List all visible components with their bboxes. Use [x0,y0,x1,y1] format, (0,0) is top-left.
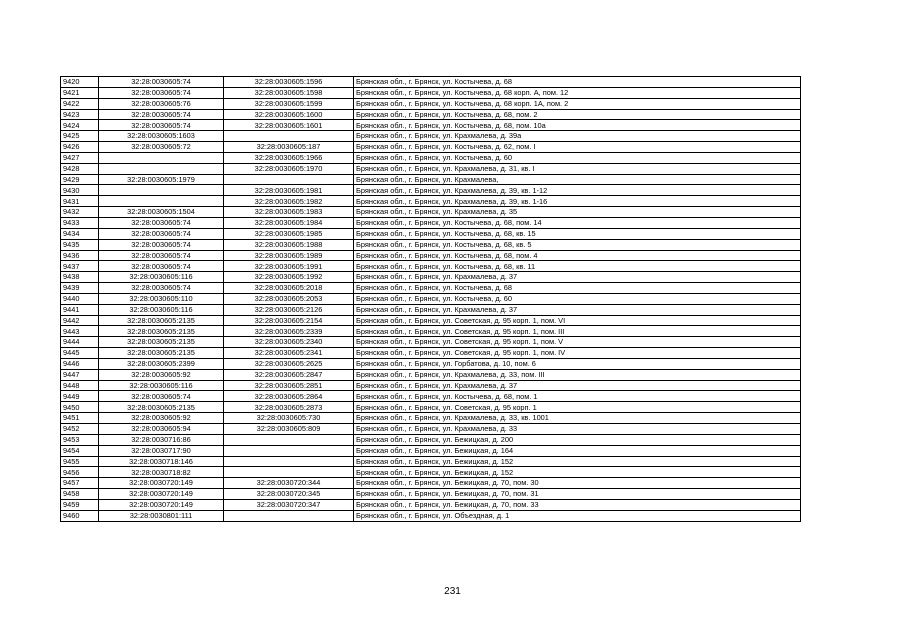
parent-cadastral-number-cell: 32:28:0030720:149 [99,478,224,489]
parent-cadastral-number-cell [99,185,224,196]
row-number-cell: 9450 [61,402,99,413]
parent-cadastral-number-cell: 32:28:0030718:146 [99,456,224,467]
address-cell: Брянская обл., г. Брянск, ул. Бежицкая, д. 70, пом. 31 [354,489,801,500]
address-cell: Брянская обл., г. Брянск, ул. Костычева, д. 68, кв. 11 [354,261,801,272]
table-row [61,120,801,131]
parent-cadastral-number-cell [99,152,224,163]
cadastral-number-cell: 32:28:0030605:1983 [224,207,354,218]
cadastral-number-cell: 32:28:0030605:809 [224,424,354,435]
address-cell: Брянская обл., г. Брянск, ул. Крахмалева, д. 39, кв. 1-12 [354,185,801,196]
address-cell: Брянская обл., г. Брянск, ул. Советская, д. 95 корп. 1, пом. V [354,337,801,348]
address-cell: Брянская обл., г. Брянск, ул. Крахмалева, [354,174,801,185]
cadastral-number-cell: 32:28:0030605:1992 [224,272,354,283]
table-row [61,185,801,196]
row-number-cell: 9451 [61,413,99,424]
row-number-cell: 9426 [61,142,99,153]
address-cell: Брянская обл., г. Брянск, ул. Костычева, д. 68, пом. 4 [354,250,801,261]
row-number-cell: 9432 [61,207,99,218]
address-cell: Брянская обл., г. Брянск, ул. Костычева, д. 68 [354,283,801,294]
table-row [61,391,801,402]
table-row [61,424,801,435]
address-cell: Брянская обл., г. Брянск, ул. Крахмалева, д. 33 [354,424,801,435]
parent-cadastral-number-cell: 32:28:0030605:74 [99,283,224,294]
cadastral-number-cell: 32:28:0030605:1982 [224,196,354,207]
cadastral-number-cell: 32:28:0030605:1598 [224,87,354,98]
row-number-cell: 9443 [61,326,99,337]
cadastral-number-cell: 32:28:0030605:2126 [224,304,354,315]
row-number-cell: 9446 [61,358,99,369]
parent-cadastral-number-cell: 32:28:0030605:2135 [99,337,224,348]
table-row [61,402,801,413]
address-cell: Брянская обл., г. Брянск, ул. Советская, д. 95 корп. 1, пом. VI [354,315,801,326]
row-number-cell: 9448 [61,380,99,391]
address-cell: Брянская обл., г. Брянск, ул. Объездная, д. 1 [354,510,801,521]
row-number-cell: 9431 [61,196,99,207]
row-number-cell: 9447 [61,369,99,380]
parent-cadastral-number-cell: 32:28:0030605:74 [99,250,224,261]
parent-cadastral-number-cell: 32:28:0030605:74 [99,391,224,402]
row-number-cell: 9420 [61,77,99,88]
table-row [61,456,801,467]
address-cell: Брянская обл., г. Брянск, ул. Крахмалева, д. 37 [354,272,801,283]
cadastral-number-cell: 32:28:0030605:1970 [224,163,354,174]
parent-cadastral-number-cell: 32:28:0030605:110 [99,293,224,304]
parent-cadastral-number-cell: 32:28:0030605:2399 [99,358,224,369]
page-number: 231 [444,586,461,597]
table-row [61,228,801,239]
parent-cadastral-number-cell: 32:28:0030605:116 [99,272,224,283]
table-row [61,445,801,456]
cadastral-number-cell [224,434,354,445]
cadastral-number-cell: 32:28:0030605:1985 [224,228,354,239]
table-row [61,131,801,142]
parent-cadastral-number-cell: 32:28:0030605:1979 [99,174,224,185]
table-row [61,293,801,304]
parent-cadastral-number-cell: 32:28:0030605:116 [99,380,224,391]
cadastral-number-cell: 32:28:0030605:1989 [224,250,354,261]
cadastral-number-cell [224,456,354,467]
parent-cadastral-number-cell: 32:28:0030605:2135 [99,402,224,413]
table-row [61,369,801,380]
parent-cadastral-number-cell: 32:28:0030605:92 [99,413,224,424]
table-row [61,207,801,218]
table-row [61,304,801,315]
parent-cadastral-number-cell: 32:28:0030605:74 [99,87,224,98]
parent-cadastral-number-cell [99,196,224,207]
table-row [61,489,801,500]
address-cell: Брянская обл., г. Брянск, ул. Костычева, д. 68, кв. 15 [354,228,801,239]
row-number-cell: 9452 [61,424,99,435]
table-row [61,217,801,228]
row-number-cell: 9439 [61,283,99,294]
row-number-cell: 9445 [61,348,99,359]
row-number-cell: 9444 [61,337,99,348]
address-cell: Брянская обл., г. Брянск, ул. Костычева, д. 62, пом. I [354,142,801,153]
parent-cadastral-number-cell: 32:28:0030605:74 [99,120,224,131]
parent-cadastral-number-cell: 32:28:0030605:74 [99,109,224,120]
address-cell: Брянская обл., г. Брянск, ул. Костычева, д. 68, пом. 14 [354,217,801,228]
address-cell: Брянская обл., г. Брянск, ул. Крахмалева, д. 33, пом. III [354,369,801,380]
address-cell: Брянская обл., г. Брянск, ул. Бежицкая, д. 70, пом. 33 [354,499,801,510]
cadastral-number-cell: 32:28:0030605:2851 [224,380,354,391]
table-row [61,510,801,521]
cadastral-number-cell: 32:28:0030605:1966 [224,152,354,163]
parent-cadastral-number-cell: 32:28:0030605:1504 [99,207,224,218]
row-number-cell: 9453 [61,434,99,445]
row-number-cell: 9429 [61,174,99,185]
cadastral-number-cell: 32:28:0030605:2340 [224,337,354,348]
parent-cadastral-number-cell: 32:28:0030605:94 [99,424,224,435]
table-row [61,499,801,510]
parent-cadastral-number-cell: 32:28:0030605:74 [99,217,224,228]
parent-cadastral-number-cell: 32:28:0030605:92 [99,369,224,380]
table-row [61,77,801,88]
parent-cadastral-number-cell: 32:28:0030716:86 [99,434,224,445]
address-cell: Брянская обл., г. Брянск, ул. Костычева, д. 68 корп. А, пом. 12 [354,87,801,98]
row-number-cell: 9428 [61,163,99,174]
row-number-cell: 9425 [61,131,99,142]
parent-cadastral-number-cell: 32:28:0030605:74 [99,239,224,250]
row-number-cell: 9422 [61,98,99,109]
table-row [61,315,801,326]
parent-cadastral-number-cell: 32:28:0030801:111 [99,510,224,521]
parent-cadastral-number-cell: 32:28:0030720:149 [99,499,224,510]
table-row [61,196,801,207]
address-cell: Брянская обл., г. Брянск, ул. Советская, д. 95 корп. 1, пом. III [354,326,801,337]
address-cell: Брянская обл., г. Брянск, ул. Бежицкая, д. 152 [354,467,801,478]
table-row [61,326,801,337]
address-cell: Брянская обл., г. Брянск, ул. Костычева, д. 60 [354,152,801,163]
table-row [61,261,801,272]
row-number-cell: 9427 [61,152,99,163]
table-row [61,478,801,489]
cadastral-number-cell: 32:28:0030605:2154 [224,315,354,326]
address-cell: Брянская обл., г. Брянск, ул. Крахмалева, д. 31, кв. I [354,163,801,174]
cadastral-number-cell: 32:28:0030605:187 [224,142,354,153]
parent-cadastral-number-cell: 32:28:0030605:2135 [99,315,224,326]
row-number-cell: 9458 [61,489,99,500]
address-cell: Брянская обл., г. Брянск, ул. Костычева, д. 68, пом. 2 [354,109,801,120]
cadastral-number-cell: 32:28:0030605:1991 [224,261,354,272]
parent-cadastral-number-cell [99,163,224,174]
table-row [61,87,801,98]
table-row [61,109,801,120]
cadastral-number-cell: 32:28:0030605:730 [224,413,354,424]
address-cell: Брянская обл., г. Брянск, ул. Костычева, д. 68 [354,77,801,88]
address-cell: Брянская обл., г. Брянск, ул. Советская, д. 95 корп. 1 [354,402,801,413]
parent-cadastral-number-cell: 32:28:0030605:116 [99,304,224,315]
row-number-cell: 9423 [61,109,99,120]
address-cell: Брянская обл., г. Брянск, ул. Крахмалева, д. 37 [354,304,801,315]
address-cell: Брянская обл., г. Брянск, ул. Крахмалева, д. 39, кв. 1-16 [354,196,801,207]
parent-cadastral-number-cell: 32:28:0030605:74 [99,261,224,272]
cadastral-number-cell: 32:28:0030720:345 [224,489,354,500]
address-cell: Брянская обл., г. Брянск, ул. Бежицкая, д. 70, пом. 30 [354,478,801,489]
cadastral-number-cell: 32:28:0030605:1984 [224,217,354,228]
address-cell: Брянская обл., г. Брянск, ул. Костычева, д. 68, кв. 5 [354,239,801,250]
table-row [61,163,801,174]
address-cell: Брянская обл., г. Брянск, ул. Костычева, д. 68, пом. 1 [354,391,801,402]
row-number-cell: 9442 [61,315,99,326]
cadastral-number-cell: 32:28:0030720:344 [224,478,354,489]
cadastral-number-cell: 32:28:0030605:1600 [224,109,354,120]
table-row [61,250,801,261]
address-cell: Брянская обл., г. Брянск, ул. Советская, д. 95 корп. 1, пом. IV [354,348,801,359]
row-number-cell: 9430 [61,185,99,196]
table-row [61,239,801,250]
row-number-cell: 9433 [61,217,99,228]
row-number-cell: 9459 [61,499,99,510]
address-cell: Брянская обл., г. Брянск, ул. Костычева, д. 60 [354,293,801,304]
cadastral-number-cell [224,510,354,521]
address-cell: Брянская обл., г. Брянск, ул. Костычева, д. 68, пом. 10а [354,120,801,131]
cadastral-number-cell: 32:28:0030605:1988 [224,239,354,250]
table-row [61,413,801,424]
cadastral-number-cell [224,131,354,142]
cadastral-number-cell: 32:28:0030605:1601 [224,120,354,131]
parent-cadastral-number-cell: 32:28:0030605:72 [99,142,224,153]
row-number-cell: 9440 [61,293,99,304]
row-number-cell: 9454 [61,445,99,456]
parent-cadastral-number-cell: 32:28:0030605:74 [99,228,224,239]
address-cell: Брянская обл., г. Брянск, ул. Крахмалева, д. 33, кв. 1001 [354,413,801,424]
address-cell: Брянская обл., г. Брянск, ул. Крахмалева, д. 35 [354,207,801,218]
property-registry-table [60,76,801,522]
row-number-cell: 9424 [61,120,99,131]
parent-cadastral-number-cell: 32:28:0030605:2135 [99,326,224,337]
row-number-cell: 9436 [61,250,99,261]
parent-cadastral-number-cell: 32:28:0030605:2135 [99,348,224,359]
cadastral-number-cell: 32:28:0030605:2847 [224,369,354,380]
table-row [61,434,801,445]
parent-cadastral-number-cell: 32:28:0030720:149 [99,489,224,500]
cadastral-number-cell: 32:28:0030605:2053 [224,293,354,304]
row-number-cell: 9438 [61,272,99,283]
cadastral-number-cell: 32:28:0030605:2873 [224,402,354,413]
cadastral-number-cell: 32:28:0030605:1596 [224,77,354,88]
address-cell: Брянская обл., г. Брянск, ул. Бежицкая, д. 152 [354,456,801,467]
cadastral-number-cell: 32:28:0030605:2625 [224,358,354,369]
row-number-cell: 9460 [61,510,99,521]
parent-cadastral-number-cell: 32:28:0030717:90 [99,445,224,456]
parent-cadastral-number-cell: 32:28:0030605:74 [99,77,224,88]
row-number-cell: 9435 [61,239,99,250]
parent-cadastral-number-cell: 32:28:0030718:82 [99,467,224,478]
table-row [61,337,801,348]
cadastral-number-cell: 32:28:0030720:347 [224,499,354,510]
row-number-cell: 9455 [61,456,99,467]
table-row [61,358,801,369]
cadastral-number-cell [224,174,354,185]
row-number-cell: 9434 [61,228,99,239]
address-cell: Брянская обл., г. Брянск, ул. Костычева, д. 68 корп. 1А, пом. 2 [354,98,801,109]
address-cell: Брянская обл., г. Брянск, ул. Горбатова, д. 10, пом. 6 [354,358,801,369]
row-number-cell: 9449 [61,391,99,402]
row-number-cell: 9421 [61,87,99,98]
address-cell: Брянская обл., г. Брянск, ул. Бежицкая, д. 200 [354,434,801,445]
row-number-cell: 9457 [61,478,99,489]
cadastral-number-cell: 32:28:0030605:1981 [224,185,354,196]
table-row [61,272,801,283]
registry-table-body [61,77,801,522]
table-row [61,174,801,185]
table-row [61,348,801,359]
row-number-cell: 9437 [61,261,99,272]
table-row [61,98,801,109]
parent-cadastral-number-cell: 32:28:0030605:76 [99,98,224,109]
cadastral-number-cell [224,445,354,456]
address-cell: Брянская обл., г. Брянск, ул. Бежицкая, д. 164 [354,445,801,456]
table-row [61,283,801,294]
address-cell: Брянская обл., г. Брянск, ул. Крахмалева, д. 39а [354,131,801,142]
address-cell: Брянская обл., г. Брянск, ул. Крахмалева, д. 37 [354,380,801,391]
table-row [61,380,801,391]
parent-cadastral-number-cell: 32:28:0030605:1603 [99,131,224,142]
row-number-cell: 9441 [61,304,99,315]
table-row [61,142,801,153]
table-row [61,467,801,478]
row-number-cell: 9456 [61,467,99,478]
cadastral-number-cell: 32:28:0030605:2341 [224,348,354,359]
table-row [61,152,801,163]
cadastral-number-cell: 32:28:0030605:2339 [224,326,354,337]
cadastral-number-cell [224,467,354,478]
cadastral-number-cell: 32:28:0030605:1599 [224,98,354,109]
cadastral-number-cell: 32:28:0030605:2018 [224,283,354,294]
cadastral-number-cell: 32:28:0030605:2864 [224,391,354,402]
